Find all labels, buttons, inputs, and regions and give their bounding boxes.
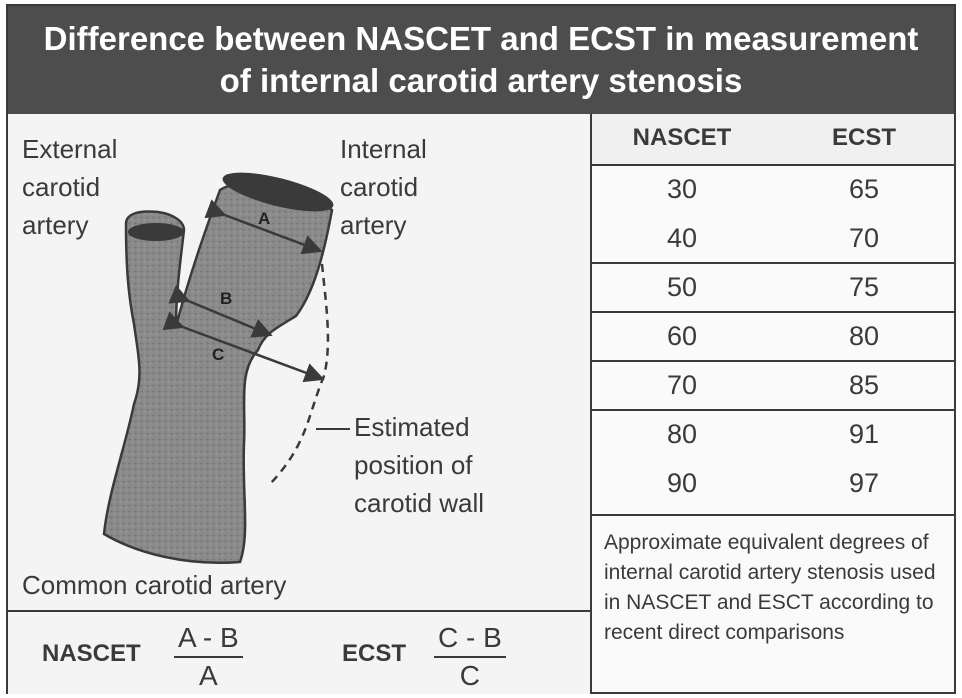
cell-nascet: 50 — [666, 272, 698, 302]
cell-nascet: 30 — [666, 174, 698, 204]
nascet-formula-name: NASCET — [42, 640, 141, 667]
estimated-wall-label: Estimated position of carotid wall — [354, 412, 485, 518]
common-carotid-label: Common carotid artery — [22, 570, 287, 600]
header-nascet: NASCET — [632, 124, 732, 151]
external-carotid-label: External carotid artery — [22, 134, 118, 240]
table-row — [592, 460, 954, 509]
ecst-numerator: C - B — [438, 622, 502, 653]
ecst-denominator: C — [459, 660, 480, 691]
cell-nascet: 90 — [666, 468, 698, 498]
cell-ecst: 97 — [848, 468, 880, 498]
figure-frame — [6, 4, 956, 694]
table-header — [592, 114, 954, 166]
table-row — [592, 166, 954, 215]
nascet-fraction — [174, 622, 243, 692]
cell-nascet: 40 — [666, 223, 698, 253]
table-row — [592, 264, 954, 313]
table-row — [592, 362, 954, 411]
nascet-numerator: A - B — [178, 622, 239, 653]
header-ecst: ECST — [831, 124, 896, 151]
title-line-2: of internal carotid artery stenosis — [219, 62, 743, 99]
formula-bar — [8, 610, 590, 694]
table-note: Approximate equivalent degrees of internal carotid artery stenosis used in NASCET and ESCT according to recent direct comparisons — [592, 514, 954, 690]
table-row — [592, 411, 954, 460]
cell-ecst: 75 — [848, 272, 880, 302]
marker-b: B — [220, 289, 233, 308]
cell-ecst: 70 — [848, 223, 880, 253]
cell-ecst: 85 — [848, 370, 880, 400]
nascet-denominator: A — [199, 660, 218, 691]
cell-ecst: 80 — [848, 321, 880, 351]
marker-c: C — [212, 345, 225, 364]
external-artery-opening — [128, 223, 184, 241]
cell-ecst: 65 — [848, 174, 880, 204]
comparison-table — [590, 114, 954, 692]
cell-nascet: 80 — [666, 419, 698, 449]
figure-header — [8, 6, 954, 114]
carotid-vessel-shape — [104, 183, 332, 563]
internal-carotid-label: Internal carotid artery — [340, 134, 427, 240]
table-row — [592, 215, 954, 264]
ecst-fraction — [434, 622, 506, 692]
title-line-1: Difference between NASCET and ECST in measurement — [43, 20, 919, 57]
table-row — [592, 313, 954, 362]
diagram-panel — [8, 114, 590, 610]
cell-nascet: 70 — [666, 370, 698, 400]
ecst-formula-name: ECST — [342, 640, 407, 667]
cell-nascet: 60 — [666, 321, 698, 351]
cell-ecst: 91 — [848, 419, 880, 449]
marker-a: A — [258, 209, 271, 228]
